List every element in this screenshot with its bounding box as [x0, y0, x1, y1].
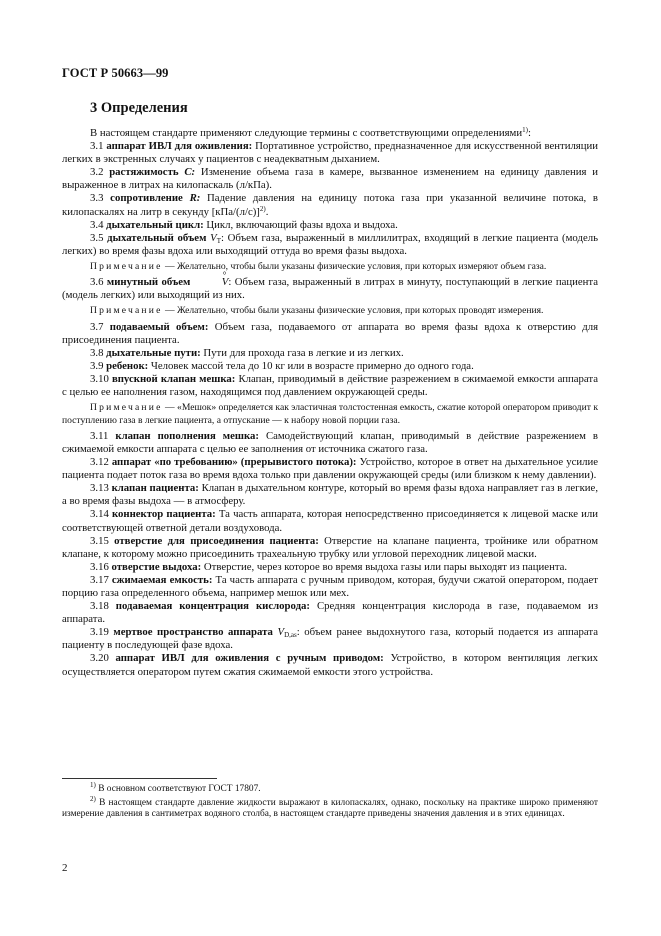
term: подаваемый объем:	[109, 320, 209, 333]
definition-item: 3.5 дыхательный объем $V_T$: Объем газа, выраженный в миллилитрах, входящий в легкие пациента (модель легких) во время фазы вдоха или выходящий оттуда во время фазы выдоха.	[62, 231, 598, 257]
term: мертвое пространство аппарата	[113, 626, 273, 639]
term: дыхательный цикл:	[106, 218, 204, 231]
note-label: Примечание	[90, 402, 163, 414]
term: аппарат ИВЛ для оживления с ручным приводом:	[115, 652, 384, 665]
term: аппарат ИВЛ для оживления:	[106, 140, 253, 153]
definition-item: 3.1 аппарат ИВЛ для оживления: Портативное устройство, предназначенное для искусственной вентиляции легких в экстренных случаях у пациентов с неадекватным дыханием.	[62, 140, 599, 166]
section-number: 3	[90, 100, 98, 116]
symbol: ° V	[194, 276, 229, 289]
term: минутный объем	[106, 276, 191, 289]
term: отверстие выдоха:	[111, 560, 202, 573]
term: дыхательные пути:	[106, 346, 201, 359]
definition-item: 3.9 ребенок: Человек массой тела до 10 кг или в возрасте примерно до одного года.	[90, 360, 474, 372]
note: Примечание — «Мешок» определяется как эластичная толстостенная емкость, сжатие которой оператором приводит к поступлению газа в легкие пациента, а отпускание — к набору новой порции газа.	[62, 402, 598, 426]
note-label: Примечание	[90, 260, 163, 272]
intro-paragraph: В настоящем стандарте применяют следующие термины с соответствующими определениями$^{1)}$:	[90, 126, 531, 139]
note-label: Примечание	[90, 305, 163, 317]
definition-item: 3.7 подаваемый объем: Объем газа, подаваемого от аппарата во время фазы вдоха к отверстию для присоединения пациента.	[62, 320, 599, 346]
term: сжимаемая емкость:	[111, 573, 213, 586]
term: аппарат «по требованию» (прерывистого потока):	[111, 456, 357, 469]
term: дыхательный объем	[107, 231, 207, 244]
document-code: ГОСТ Р 50663—99	[62, 66, 169, 80]
definition-item: 3.18 подаваемая концентрация кислорода: Средняя концентрация кислорода в газе, подаваемом из аппарата.	[62, 600, 599, 626]
definition-item: 3.14 коннектор пациента: Та часть аппарата, которая непосредственно присоединяется к лицевой маске или соответствующей ответной детали воздуховода.	[62, 508, 599, 534]
note: Примечание — Желательно, чтобы были указаны физические условия, при которых измеряют объем газа.	[90, 260, 547, 272]
definition-item: 3.4 дыхательный цикл: Цикл, включающий фазы вдоха и выдоха.	[90, 218, 398, 231]
term: отверстие для присоединения пациента:	[114, 534, 319, 547]
definition-item: 3.3 сопротивление R: Падение давления на единицу потока газа при указанной величине потока, в килопаскалях на литр в секунду $[кПа/(л/с)]^{2)}$.	[62, 192, 598, 218]
term: растяжимость	[109, 166, 179, 179]
footnotes	[62, 781, 599, 823]
definition-item: 3.16 отверстие выдоха: Отверстие, через которое во время выдоха газы или пары выходят из пациента.	[90, 560, 568, 573]
term: подаваемая концентрация кислорода:	[115, 600, 310, 613]
term: сопротивление	[110, 192, 183, 205]
definition-item: 3.6 минутный объем ° V: Объем газа, выраженный в литрах в минуту, поступающий в легкие пациента (модель легких) или выходящий из них.	[62, 276, 598, 302]
definition-item: 3.11 клапан пополнения мешка: Самодействующий клапан, приводимый в действие разрежением в сжимаемой емкости аппарата с целью ее заполнения от источника сжатого газа.	[62, 429, 599, 455]
section-title: Определения	[100, 100, 188, 116]
footnote-divider	[62, 778, 217, 779]
definition-item: 3.13 клапан пациента: Клапан в дыхательном контуре, который во время фазы вдоха направляет газ в легкие, а во время фазы выдоха — в атмосферу.	[62, 482, 599, 508]
definitions-body	[62, 127, 598, 679]
footnote: $^{2)}$ В настоящем стандарте давление жидкости выражают в килопаскалях, однако, поскольку на практике широко применяют измерение давления в сантиметрах водяного столба, в настоящем стандарте приведены значения давления и в этих единицах.	[62, 794, 599, 820]
section-heading	[90, 100, 188, 117]
symbol: R:	[189, 192, 201, 205]
definition-item: 3.15 отверстие для присоединения пациента: Отверстие на клапане пациента, тройнике или обратном клапане, к которому можно присоединить трахеальную трубку или угловой переходник лицевой маски.	[62, 534, 599, 560]
definition-item: 3.10 впускной клапан мешка: Клапан, приводимый в действие разрежением в сжимаемой емкости аппарата с целью ее наполнения газом, находящимся под давлением окружающей среды.	[62, 373, 599, 399]
term: ребенок:	[106, 360, 149, 372]
definition-item: 3.8 дыхательные пути: Пути для прохода газа в легкие и из легких.	[90, 346, 404, 359]
definition-item: 3.12 аппарат «по требованию» (прерывистого потока): Устройство, которое в ответ на дыхательное усилие пациента подает поток газа во время вдоха только при давлении окружающей среды (или близком к нему давлении).	[62, 456, 599, 482]
definition-item: 3.2 растяжимость С: Изменение объема газа в камере, вызванное изменением на единицу давления и выраженное в литрах на килопаскаль (л/кПа).	[62, 166, 599, 192]
term: клапан пациента:	[111, 482, 199, 495]
symbol: С:	[184, 166, 196, 179]
term: коннектор пациента:	[111, 508, 216, 521]
term: клапан пополнения мешка:	[115, 429, 259, 442]
symbol: V	[277, 626, 285, 639]
symbol: V	[210, 231, 217, 244]
page-number: 2	[62, 862, 68, 874]
footnote: $^{1)}$ В основном соответствуют ГОСТ 17807.	[90, 781, 261, 794]
definition-item: 3.19 мертвое пространство аппарата $V_{D,as}$: объем ранее выдохнутого газа, который подается из аппарата пациенту в последующей фазе вдоха.	[62, 626, 599, 652]
definition-item: 3.20 аппарат ИВЛ для оживления с ручным приводом: Устройство, в котором вентиляция легких осуществляется оператором путем сжатия сжимаемой емкости этого устройства.	[62, 652, 599, 678]
note: Примечание — Желательно, чтобы были указаны физические условия, при которых проводят измерения.	[90, 305, 544, 317]
term: впускной клапан мешка:	[111, 373, 236, 386]
definition-item: 3.17 сжимаемая емкость: Та часть аппарата с ручным приводом, которая, будучи сжатой оператором, подает порцию газа определенного объема, например мешок или мех.	[62, 573, 599, 599]
